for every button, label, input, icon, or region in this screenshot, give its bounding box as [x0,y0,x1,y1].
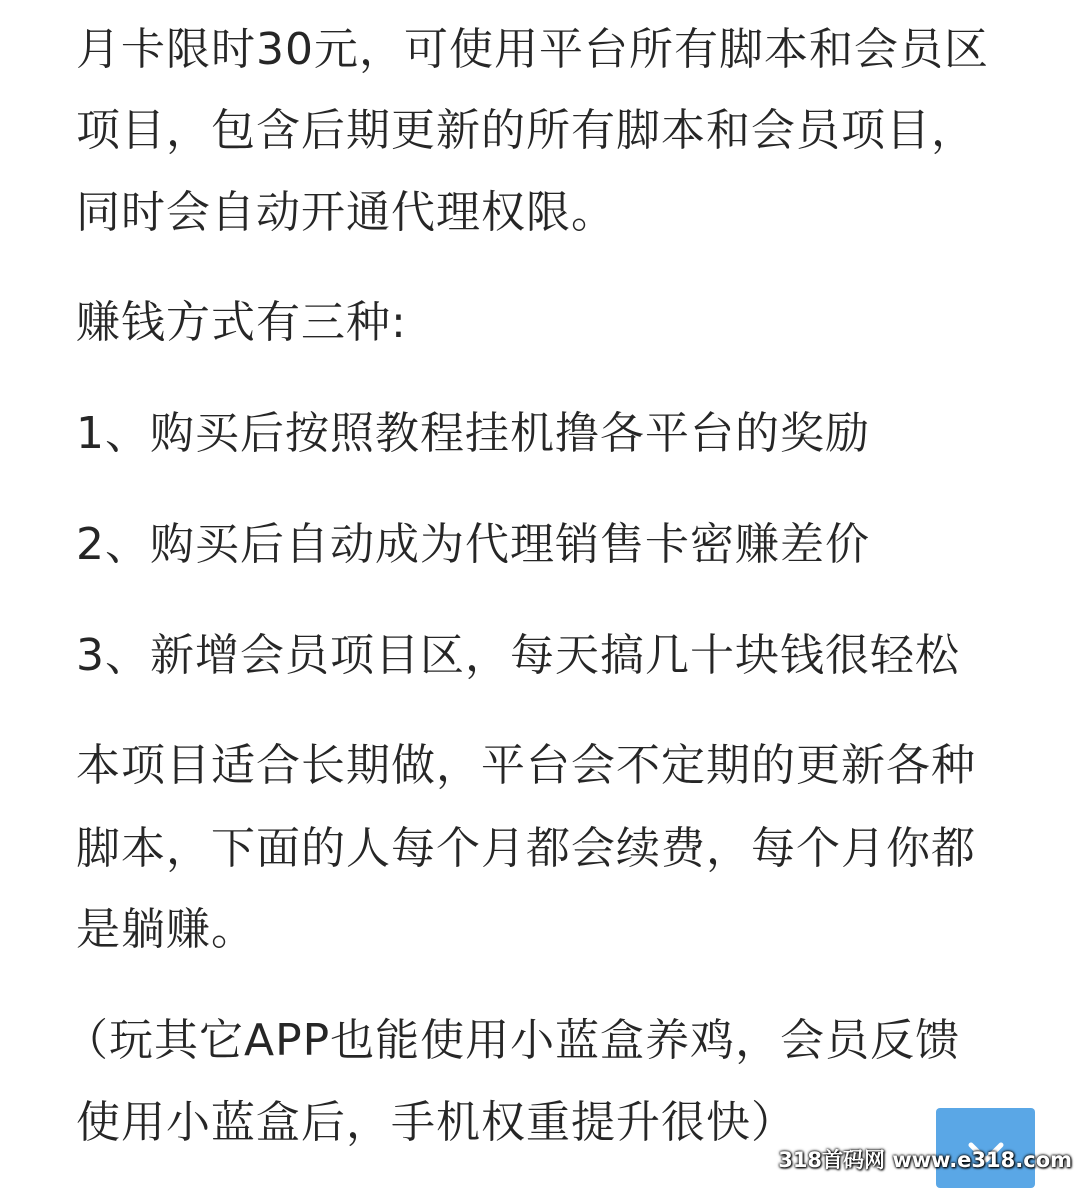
ways-heading: 赚钱方式有三种: [76,297,407,348]
paragraph-3-line-1: （玩其它APP也能使用小蓝盒养鸡，会员反馈 [64,1015,961,1066]
paragraph-1-line-3: 同时会自动开通代理权限。 [76,187,616,238]
paragraph-2-line-2: 脚本，下面的人每个月都会续费，每个月你都 [76,823,976,874]
watermark-text: 318首码网 www.e318.com [778,1148,1072,1172]
paragraph-2-line-1: 本项目适合长期做，平台会不定期的更新各种 [76,740,976,791]
way-item-2: 2、购买后自动成为代理销售卡密赚差价 [76,519,870,570]
way-item-3: 3、新增会员项目区，每天搞几十块钱很轻松 [76,630,960,681]
way-item-1: 1、购买后按照教程挂机撸各平台的奖励 [76,408,870,459]
paragraph-2-line-3: 是躺赚。 [76,904,256,955]
paragraph-3-line-2: 使用小蓝盒后，手机权重提升很快） [76,1097,796,1148]
paragraph-1-line-1: 月卡限时30元，可使用平台所有脚本和会员区 [76,24,989,75]
paragraph-1-line-2: 项目，包含后期更新的所有脚本和会员项目， [76,105,976,156]
